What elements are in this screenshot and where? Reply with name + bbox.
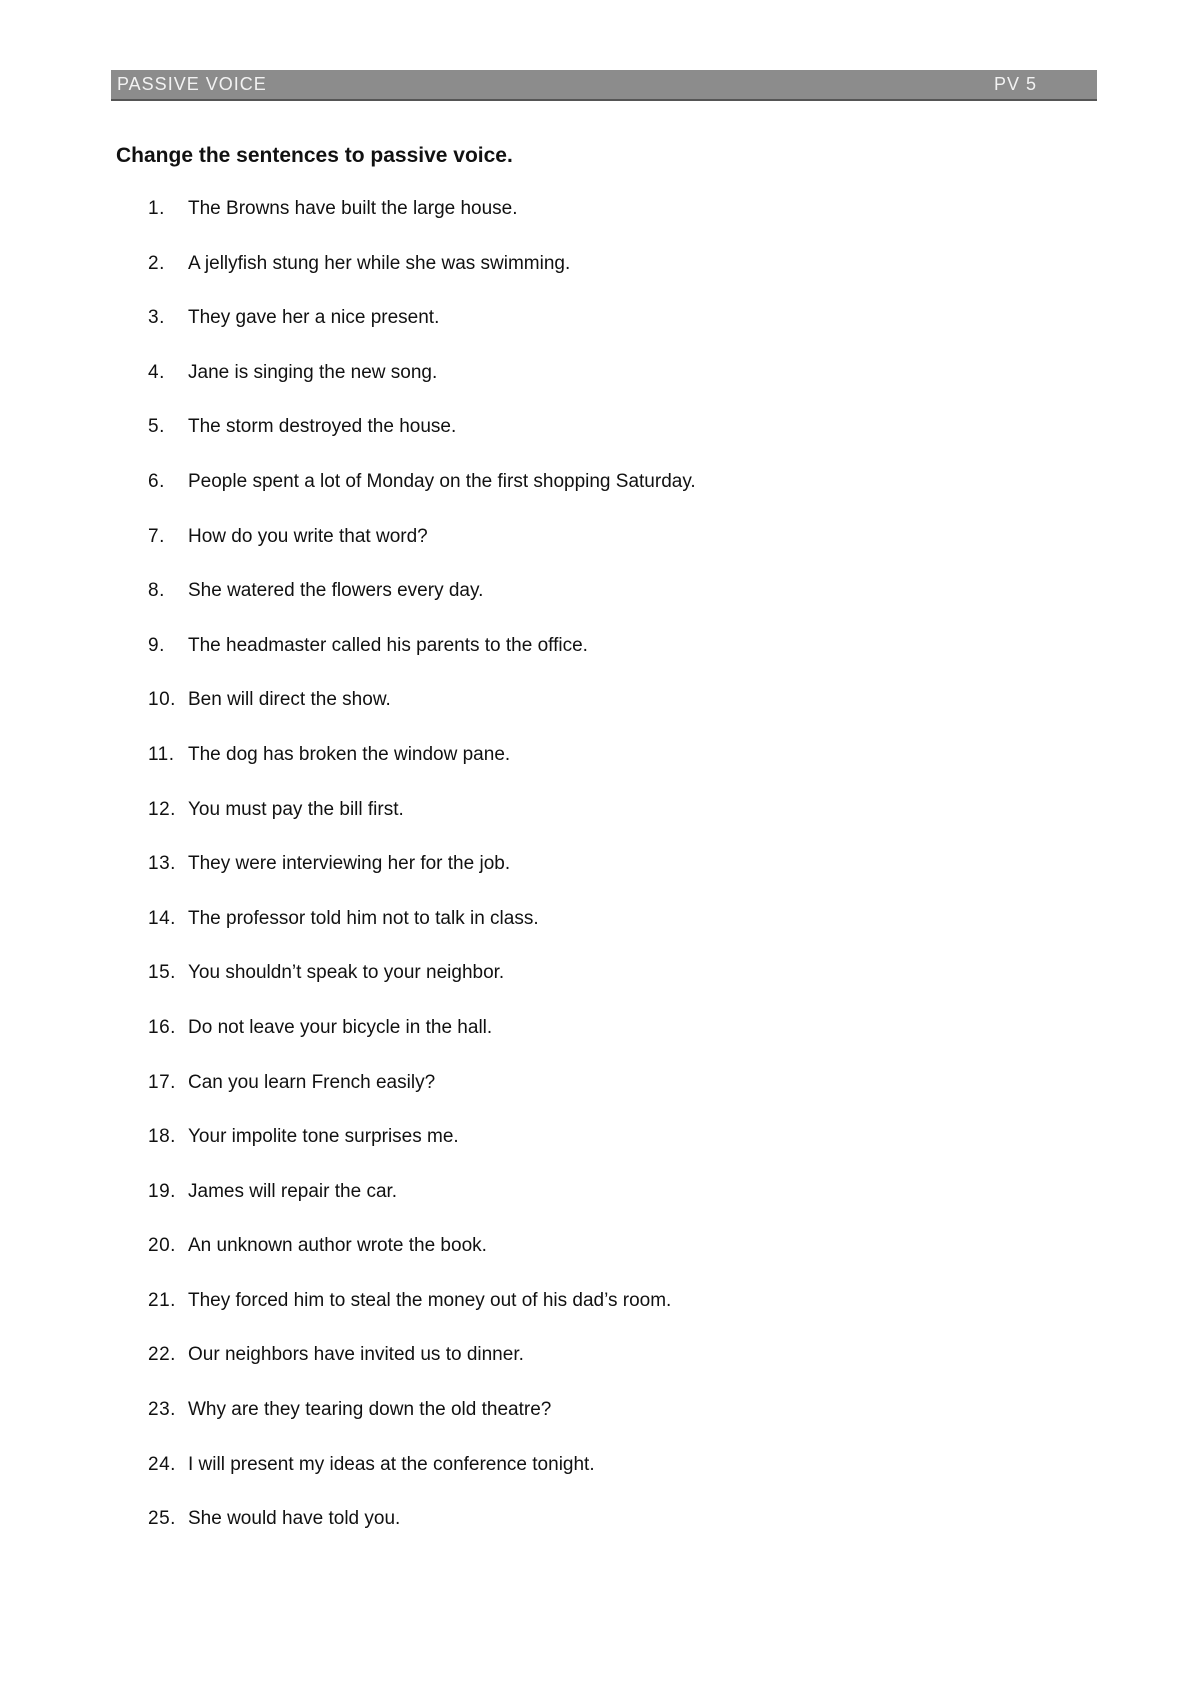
item-text: They gave her a nice present.	[188, 307, 440, 329]
item-text: The Browns have built the large house.	[188, 198, 518, 219]
item-number: 6.	[148, 470, 165, 492]
list-item	[148, 1290, 696, 1345]
item-number: 25.	[148, 1508, 176, 1530]
item-text: You must pay the bill first.	[188, 798, 404, 820]
item-text: She would have told you.	[188, 1508, 401, 1530]
list-item	[148, 908, 696, 963]
item-text: Ben will direct the show.	[188, 689, 391, 711]
instruction-heading: Change the sentences to passive voice.	[116, 144, 513, 167]
item-number: 10.	[148, 689, 176, 711]
list-item	[148, 853, 696, 908]
header-title: PASSIVE VOICE	[117, 74, 267, 94]
item-text: Jane is singing the new song.	[188, 361, 438, 383]
list-item	[148, 1017, 696, 1072]
item-number: 23.	[148, 1399, 176, 1421]
item-text: They forced him to steal the money out of his dad’s room.	[188, 1289, 672, 1311]
item-number: 2.	[148, 252, 165, 274]
item-number: 13.	[148, 853, 176, 875]
list-item	[148, 799, 696, 854]
item-text: I will present my ideas at the conference tonight.	[188, 1453, 595, 1475]
item-text: The storm destroyed the house.	[188, 416, 457, 438]
item-number: 15.	[148, 962, 176, 984]
list-item	[148, 1454, 696, 1509]
item-text: How do you write that word?	[188, 525, 428, 547]
list-item	[148, 962, 696, 1017]
list-item	[148, 416, 696, 471]
item-number: 3.	[148, 307, 165, 329]
item-text: People spent a lot of Monday on the first shopping Saturday.	[188, 470, 696, 492]
list-item	[148, 1072, 696, 1127]
list-item	[148, 362, 696, 417]
item-number: 4.	[148, 361, 165, 383]
list-item	[148, 1235, 696, 1290]
item-text: The dog has broken the window pane.	[188, 743, 511, 765]
list-item	[148, 471, 696, 526]
item-number: 7.	[148, 525, 165, 547]
item-number: 1.	[148, 198, 165, 219]
list-item	[148, 635, 696, 690]
item-text: Our neighbors have invited us to dinner.	[188, 1344, 524, 1366]
item-number: 8.	[148, 580, 165, 602]
item-text: The professor told him not to talk in class.	[188, 907, 539, 929]
item-text: Do not leave your bicycle in the hall.	[188, 1016, 493, 1038]
item-number: 17.	[148, 1071, 176, 1093]
item-number: 24.	[148, 1453, 176, 1475]
list-item	[148, 253, 696, 308]
item-text: The headmaster called his parents to the office.	[188, 634, 588, 656]
item-number: 5.	[148, 416, 165, 438]
list-item	[148, 198, 696, 253]
item-number: 20.	[148, 1235, 176, 1257]
list-item	[148, 1344, 696, 1399]
list-item	[148, 1126, 696, 1181]
item-number: 16.	[148, 1016, 176, 1038]
item-text: They were interviewing her for the job.	[188, 853, 511, 875]
item-number: 22.	[148, 1344, 176, 1366]
item-text: She watered the flowers every day.	[188, 580, 484, 602]
list-item	[148, 526, 696, 581]
item-number: 19.	[148, 1180, 176, 1202]
item-number: 11.	[148, 743, 175, 765]
item-text: You shouldn’t speak to your neighbor.	[188, 962, 505, 984]
item-text: Your impolite tone surprises me.	[188, 1126, 459, 1148]
list-item	[148, 744, 696, 799]
list-item	[148, 580, 696, 635]
item-text: James will repair the car.	[188, 1180, 398, 1202]
list-item	[148, 307, 696, 362]
item-number: 18.	[148, 1126, 176, 1148]
item-number: 14.	[148, 907, 176, 929]
header-bar	[111, 70, 1097, 101]
item-number: 12.	[148, 798, 176, 820]
item-number: 9.	[148, 634, 165, 656]
list-item	[148, 1181, 696, 1236]
item-text: An unknown author wrote the book.	[188, 1235, 487, 1257]
list-item	[148, 689, 696, 744]
list-item	[148, 1399, 696, 1454]
header-code: PV 5	[993, 74, 1037, 94]
item-text: A jellyfish stung her while she was swimming.	[188, 252, 571, 274]
list-item	[148, 1508, 696, 1563]
exercise-list	[148, 198, 696, 1563]
item-number: 21.	[148, 1289, 176, 1311]
item-text: Can you learn French easily?	[188, 1071, 436, 1093]
item-text: Why are they tearing down the old theatre?	[188, 1399, 552, 1421]
